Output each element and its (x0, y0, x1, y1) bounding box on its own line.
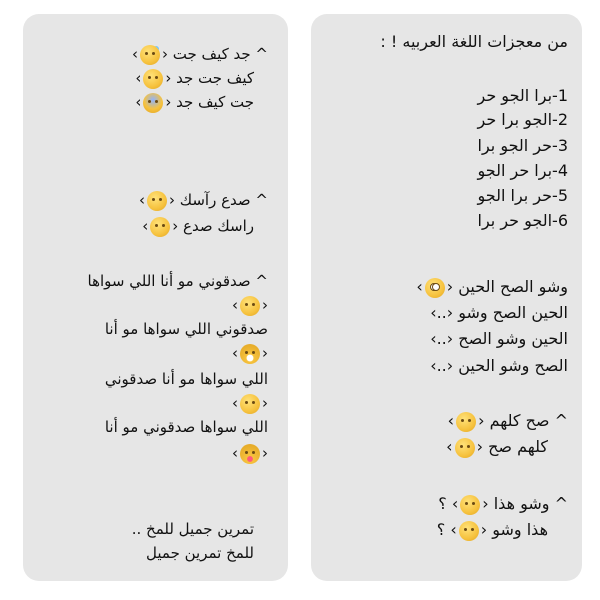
grimace-face-icon (240, 344, 260, 364)
left-line-7: ‹› (232, 296, 268, 314)
flushed-face-icon (425, 278, 445, 298)
left-line-10: اللي سواها مو أنا صدقوني (104, 370, 268, 388)
right-title: من معجزات اللغة العربيه ! : (380, 32, 568, 51)
right-line-12: كلهم صح ‹› (446, 437, 548, 456)
left-line-12: اللي سواها صدقوني مو أنا (104, 418, 268, 436)
left-line-15: للمخ تمرين جميل (146, 544, 254, 562)
worried-face-icon (143, 69, 163, 89)
silly-face-icon (240, 394, 260, 414)
blush-face-icon (456, 412, 476, 432)
left-line-14: تمرين جميل للمخ .. (131, 520, 254, 538)
left-line-8: صدقوني اللي سواها مو أنا (104, 320, 268, 338)
wink-face-icon (147, 191, 167, 211)
left-line-6: ^ صدقوني مو أنا اللي سواها (87, 272, 268, 290)
right-line-13: ^ وشو هذا ‹› ؟ (438, 494, 568, 513)
unamused-face-icon (460, 495, 480, 515)
left-line-13: ‹› (232, 444, 268, 462)
left-line-3: جت كيف جد ‹› (135, 93, 254, 111)
left-line-2: كيف جت جد ‹› (135, 69, 254, 87)
right-line-5: 5-حر برا الجو (477, 186, 568, 205)
smirk-face-icon (150, 217, 170, 237)
left-line-4: ^ صدع رآسك ‹› (138, 191, 268, 209)
right-line-6: 6-الجو حر برا (477, 211, 568, 230)
right-line-7: وشو الصح الحين ‹› (416, 277, 568, 296)
left-line-5: راسك صدع ‹› (142, 217, 254, 235)
sweat-face-icon (140, 45, 160, 65)
left-line-9: ‹› (232, 344, 268, 362)
right-line-3: 3-حر الجو برا (477, 136, 568, 155)
left-message-bubble[interactable] (23, 14, 288, 581)
right-line-4: 4-برا حر الجو (477, 161, 568, 180)
right-message-bubble[interactable] (311, 14, 582, 581)
right-line-10: الصح وشو الحين ‹..› (430, 356, 568, 375)
left-line-1: ^ جد كيف جت ‹› (132, 45, 268, 63)
happy-face-icon (455, 438, 475, 458)
left-line-11: ‹› (232, 394, 268, 412)
fearful-face-icon (143, 93, 163, 113)
right-line-9: الحين وشو الصح ‹..› (430, 329, 568, 348)
right-line-11: ^ صح كلهم ‹› (447, 411, 568, 430)
sleepy-face-icon (459, 521, 479, 541)
right-line-14: هذا وشو ‹› ؟ (436, 520, 548, 539)
right-line-2: 2-الجو برا حر (477, 110, 568, 129)
right-line-1: 1-برا الجو حر (477, 86, 568, 105)
tongue-face-icon (240, 444, 260, 464)
smiling-face-icon (240, 296, 260, 316)
right-line-8: الحين الصح وشو ‹..› (430, 303, 568, 322)
